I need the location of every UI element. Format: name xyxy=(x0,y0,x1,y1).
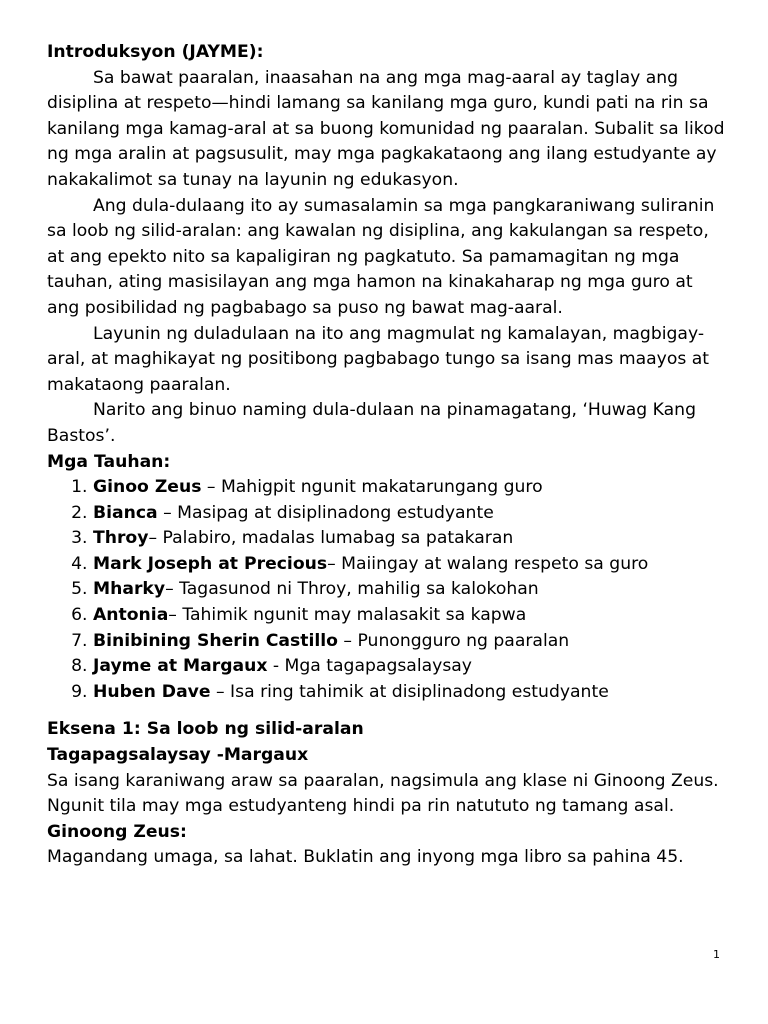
cast-item xyxy=(93,577,727,603)
cast-item xyxy=(93,501,727,527)
cast-list xyxy=(47,475,727,705)
cast-name: Mark Joseph at Precious xyxy=(93,553,328,574)
cast-name: Jayme at Margaux xyxy=(93,656,268,677)
cast-item xyxy=(93,629,727,655)
cast-item xyxy=(93,680,727,706)
cast-name: Ginoo Zeus xyxy=(93,477,202,498)
scene-heading: Eksena 1: Sa loob ng silid-aralan xyxy=(47,719,364,740)
page-number: 1 xyxy=(713,948,720,961)
cast-item xyxy=(93,475,727,501)
cast-description: – Palabiro, madalas lumabag sa patakaran xyxy=(148,528,514,549)
document-page xyxy=(47,40,727,871)
cast-description: – Maiingay at walang respeto sa guro xyxy=(327,553,649,574)
intro-paragraph-3: Layunin ng duladulaan na ito ang magmulat ng kamalayan, magbigay-aral, at maghikayat ng positibong pagbabago tungo sa isang mas maayos at makataong paaralan. xyxy=(47,323,710,395)
cast-name: Mharky xyxy=(93,579,166,600)
narrator-heading: Tagapagsalaysay -Margaux xyxy=(47,745,309,766)
cast-description: – Tahimik ngunit may malasakit sa kapwa xyxy=(168,605,527,626)
cast-name: Throy xyxy=(93,528,149,549)
cast-item xyxy=(93,603,727,629)
cast-description: – Mahigpit ngunit makatarungang guro xyxy=(201,477,543,498)
speaker-heading: Ginoong Zeus: xyxy=(47,821,187,842)
intro-paragraph-1: Sa bawat paaralan, inaasahan na ang mga mag-aaral ay taglay ang disiplina at respeto—hindi lamang sa kanilang mga guro, kundi pati na rin sa kanilang mga kamag-aral at sa buong komunidad ng paaralan. Subalit sa likod ng mga aralin at pagsusulit, may mga pagkakataong ang ilang estudyante ay nakakalimot sa tunay na layunin ng edukasyon. xyxy=(47,67,725,190)
cast-item xyxy=(93,552,727,578)
cast-item xyxy=(93,654,727,680)
cast-description: – Punongguro ng paaralan xyxy=(337,630,570,651)
cast-name: Bianca xyxy=(93,502,158,523)
cast-heading: Mga Tauhan: xyxy=(47,451,171,472)
section-spacer xyxy=(47,705,727,717)
cast-item xyxy=(93,526,727,552)
intro-paragraph-4: Narito ang binuo naming dula-dulaan na pinamagatang, ‘Huwag Kang Bastos’. xyxy=(47,400,696,446)
cast-name: Huben Dave xyxy=(93,681,211,702)
cast-name: Antonia xyxy=(93,605,169,626)
cast-description: – Isa ring tahimik at disiplinadong estudyante xyxy=(210,681,609,702)
intro-heading: Introduksyon (JAYME): xyxy=(47,42,264,62)
intro-paragraph-2: Ang dula-dulaang ito ay sumasalamin sa mga pangkaraniwang suliranin sa loob ng silid-aralan: ang kawalan ng disiplina, ang kakulangan sa respeto, at ang epekto nito sa kapaligiran ng pagkatuto. Sa pamamagitan ng mga tauhan, ating masisilayan ang mga hamon na kinakaharap ng mga guro at ang posibilidad ng pagbabago sa puso ng bawat mag-aaral. xyxy=(47,195,715,318)
cast-name: Binibining Sherin Castillo xyxy=(93,630,338,651)
cast-description: – Masipag at disiplinadong estudyante xyxy=(157,502,494,523)
cast-description: – Tagasunod ni Throy, mahilig sa kalokohan xyxy=(165,579,539,600)
cast-description: - Mga tagapagsalaysay xyxy=(267,656,472,677)
scene-narration: Sa isang karaniwang araw sa paaralan, nagsimula ang klase ni Ginoong Zeus. Ngunit tila may mga estudyanteng hindi pa rin natututo ng tamang asal. xyxy=(47,770,719,817)
dialogue-line: Magandang umaga, sa lahat. Buklatin ang inyong mga libro sa pahina 45. xyxy=(47,847,684,868)
